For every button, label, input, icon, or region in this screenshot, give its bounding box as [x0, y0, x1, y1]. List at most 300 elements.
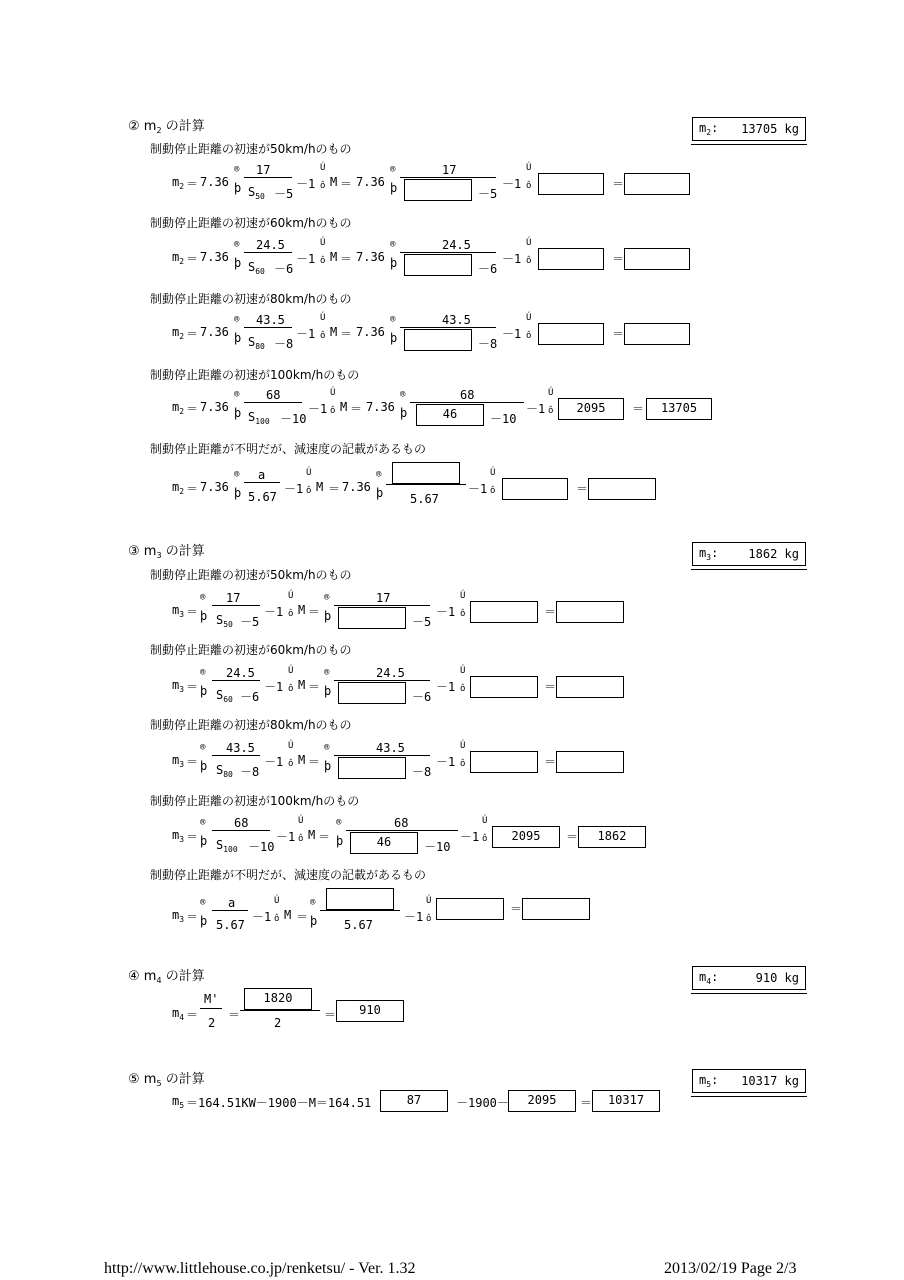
equation-lhs — [172, 753, 184, 769]
equals-sign: ＝ — [544, 680, 557, 694]
equation-lhs — [172, 678, 184, 694]
open-bracket-bottom: þ — [200, 684, 208, 698]
formula-middle: －1900－ — [456, 1096, 509, 1110]
close-bracket-top: Ú — [306, 468, 312, 478]
coefficient: 7.36 — [366, 400, 395, 414]
open-bracket-top: ® — [390, 315, 396, 325]
result-box[interactable] — [624, 173, 690, 195]
close-bracket-bottom: ô — [288, 684, 294, 694]
minus-one: －1 — [284, 482, 304, 496]
lhs-subscript: 4 — [179, 1013, 185, 1022]
close-bracket-top: Ú — [548, 388, 554, 398]
summary-value-group — [756, 971, 799, 985]
minus-one: －1 — [526, 402, 546, 416]
input-box[interactable] — [404, 329, 472, 351]
caption-m2-4: 制動停止距離が不明だが、減速度の記載があるもの — [150, 442, 427, 456]
m-value-box[interactable] — [470, 601, 538, 623]
m-symbol: M — [330, 325, 338, 339]
equals-sign: ＝ — [308, 605, 321, 619]
result-box[interactable] — [556, 676, 624, 698]
kw-input-box[interactable]: 87 — [380, 1090, 448, 1112]
close-bracket-bottom: ô — [460, 759, 466, 769]
close-bracket-top: Ú — [460, 591, 466, 601]
fraction-bar — [212, 605, 260, 606]
summary-unit: kg — [784, 971, 799, 985]
open-bracket-top: ® — [390, 165, 396, 175]
equals-sign: ＝ — [186, 830, 199, 844]
summary-double-underline — [691, 1096, 807, 1097]
lhs-subscript: 2 — [179, 487, 185, 496]
section-heading-m3 — [128, 540, 205, 560]
heading-number: ⑤ — [128, 1072, 140, 1087]
s-symbol: S — [248, 335, 256, 349]
result-box[interactable] — [556, 751, 624, 773]
close-bracket-bottom: ô — [460, 684, 466, 694]
fraction-bar — [386, 484, 466, 485]
lhs-symbol: m — [172, 603, 180, 617]
close-bracket-bottom: ô — [526, 331, 532, 341]
lhs-symbol: m — [172, 1094, 180, 1108]
s-symbol: S — [248, 410, 256, 424]
section-heading-m5 — [128, 1068, 205, 1088]
equals-sign: ＝ — [186, 252, 199, 266]
equals-sign: ＝ — [340, 327, 353, 341]
lhs-subscript: 2 — [179, 257, 185, 266]
equals-sign: ＝ — [186, 327, 199, 341]
equals-sign: ＝ — [580, 1096, 593, 1110]
result-box[interactable]: 1862 — [578, 826, 646, 848]
fraction-bar — [212, 755, 260, 756]
denominator-minus: －6 — [478, 262, 498, 276]
m-value-box[interactable] — [502, 478, 568, 500]
input-box[interactable] — [338, 757, 406, 779]
close-bracket-top: Ú — [274, 896, 280, 906]
fraction-bar — [244, 177, 292, 178]
m-symbol: M — [298, 753, 306, 767]
summary-double-underline — [691, 569, 807, 570]
numerator: 68 — [266, 388, 281, 402]
heading-subscript: 5 — [156, 1079, 162, 1088]
denominator-minus: －6 — [412, 690, 432, 704]
numerator: 24.5 — [256, 238, 285, 252]
numerator: 68 — [460, 388, 475, 402]
summary-value: 910 — [755, 971, 778, 985]
heading-symbol: m — [143, 119, 157, 134]
fraction-bar — [212, 830, 270, 831]
summary-subscript: 5 — [706, 1080, 712, 1089]
denominator-minus: －5 — [274, 187, 294, 201]
equals-sign: ＝ — [566, 830, 579, 844]
open-bracket-bottom: þ — [324, 759, 332, 773]
heading-number: ② — [128, 119, 140, 134]
open-bracket-top: ® — [376, 470, 382, 480]
close-bracket-bottom: ô — [490, 486, 496, 496]
input-box[interactable]: 1820 — [244, 988, 312, 1010]
m-value-box[interactable] — [538, 173, 604, 195]
open-bracket-top: ® — [200, 743, 206, 753]
s-symbol: S — [216, 763, 224, 777]
minus-one: －1 — [296, 252, 316, 266]
equals-sign: ＝ — [612, 177, 625, 191]
close-bracket-bottom: ô — [288, 759, 294, 769]
open-bracket-bottom: þ — [376, 486, 384, 500]
open-bracket-top: ® — [400, 390, 406, 400]
result-box[interactable] — [556, 601, 624, 623]
minus-one: －1 — [264, 605, 284, 619]
fraction-bar — [244, 252, 292, 253]
close-bracket-bottom: ô — [320, 181, 326, 191]
coefficient: 7.36 — [200, 175, 229, 189]
summary-symbol: m — [699, 121, 707, 135]
fraction-bar — [334, 605, 430, 606]
close-bracket-top: Ú — [288, 591, 294, 601]
minus-one: －1 — [276, 830, 296, 844]
summary-subscript: 3 — [706, 553, 712, 562]
minus-one: －1 — [252, 910, 272, 924]
close-bracket-top: Ú — [288, 741, 294, 751]
open-bracket-bottom: þ — [324, 684, 332, 698]
open-bracket-bottom: þ — [234, 331, 242, 345]
coefficient: 7.36 — [200, 250, 229, 264]
m-symbol: M — [284, 908, 292, 922]
s-subscript: 80 — [255, 342, 265, 351]
close-bracket-top: Ú — [298, 816, 304, 826]
heading-text: の計算 — [161, 119, 205, 134]
section-heading-m4 — [128, 965, 205, 985]
denominator-s — [216, 838, 238, 854]
summary-value-group — [741, 122, 799, 136]
numerator: 43.5 — [226, 741, 255, 755]
s-subscript: 50 — [255, 192, 265, 201]
m-symbol: M — [298, 678, 306, 692]
heading-symbol: m — [143, 1072, 157, 1087]
open-bracket-bottom: þ — [390, 256, 398, 270]
heading-text: の計算 — [161, 1072, 205, 1087]
fraction-bar — [244, 327, 292, 328]
lhs-symbol: m — [172, 480, 180, 494]
close-bracket-top: Ú — [526, 313, 532, 323]
denominator-minus: －10 — [424, 840, 451, 854]
summary-symbol: m — [699, 1073, 707, 1087]
close-bracket-bottom: ô — [548, 406, 554, 416]
summary-subscript: 2 — [706, 128, 712, 137]
input-box[interactable]: 46 — [416, 404, 484, 426]
equals-sign: ＝ — [296, 910, 309, 924]
open-bracket-bottom: þ — [200, 609, 208, 623]
close-bracket-top: Ú — [460, 666, 466, 676]
close-bracket-bottom: ô — [526, 256, 532, 266]
open-bracket-bottom: þ — [390, 331, 398, 345]
numerator: 17 — [226, 591, 241, 605]
open-bracket-bottom: þ — [200, 834, 208, 848]
input-box[interactable] — [404, 179, 472, 201]
result-box[interactable]: 13705 — [646, 398, 712, 420]
result-box[interactable] — [522, 898, 590, 920]
summary-unit: kg — [784, 122, 799, 136]
equals-sign: ＝ — [186, 1008, 199, 1022]
m-value-box[interactable] — [538, 323, 604, 345]
denominator-minus: －8 — [240, 765, 260, 779]
heading-subscript: 4 — [156, 976, 162, 985]
denominator-s — [248, 185, 265, 201]
lhs-symbol: m — [172, 678, 180, 692]
result-box[interactable] — [588, 478, 656, 500]
caption-m3-4: 制動停止距離が不明だが、減速度の記載があるもの — [150, 868, 427, 882]
coefficient: 7.36 — [200, 400, 229, 414]
equals-sign: ＝ — [612, 252, 625, 266]
lhs-subscript: 5 — [179, 1101, 185, 1110]
fraction-bar — [212, 910, 248, 911]
denominator-minus: －8 — [412, 765, 432, 779]
lhs-symbol: m — [172, 325, 180, 339]
lhs-symbol: m — [172, 908, 180, 922]
open-bracket-top: ® — [200, 593, 206, 603]
denominator-s — [216, 613, 233, 629]
input-box[interactable] — [392, 462, 460, 484]
open-bracket-bottom: þ — [310, 914, 318, 928]
minus-one: －1 — [502, 252, 522, 266]
open-bracket-top: ® — [200, 668, 206, 678]
close-bracket-top: Ú — [320, 313, 326, 323]
open-bracket-top: ® — [234, 315, 240, 325]
result-box[interactable]: 910 — [336, 1000, 404, 1022]
numerator: 17 — [256, 163, 271, 177]
close-bracket-top: Ú — [526, 238, 532, 248]
caption-m3-2: 制動停止距離の初速が80km/hのもの — [150, 718, 352, 732]
s-subscript: 80 — [223, 770, 233, 779]
summary-symbol: m — [699, 546, 707, 560]
summary-label — [699, 1073, 718, 1089]
fraction-bar — [240, 1010, 320, 1011]
denominator-s — [216, 688, 233, 704]
summary-label — [699, 970, 718, 986]
numerator: 24.5 — [442, 238, 471, 252]
lhs-symbol: m — [172, 250, 180, 264]
lhs-symbol: m — [172, 1006, 180, 1020]
s-symbol: S — [216, 688, 224, 702]
equals-sign: ＝ — [308, 680, 321, 694]
heading-number: ④ — [128, 969, 140, 984]
minus-one: －1 — [502, 327, 522, 341]
formula-text: ＝164.51KW－1900－M＝164.51 — [186, 1096, 372, 1110]
caption-m2-1: 制動停止距離の初速が60km/hのもの — [150, 216, 352, 230]
close-bracket-bottom: ô — [460, 609, 466, 619]
denominator-minus: －8 — [274, 337, 294, 351]
minus-one: －1 — [296, 177, 316, 191]
equals-sign: ＝ — [340, 177, 353, 191]
coefficient: 7.36 — [356, 175, 385, 189]
fraction-bar — [200, 1008, 222, 1009]
equals-sign: ＝ — [186, 402, 199, 416]
open-bracket-top: ® — [234, 470, 240, 480]
minus-one: －1 — [436, 680, 456, 694]
lhs-subscript: 3 — [179, 760, 185, 769]
s-subscript: 60 — [223, 695, 233, 704]
s-subscript: 50 — [223, 620, 233, 629]
minus-one: －1 — [468, 482, 488, 496]
coefficient: 7.36 — [200, 325, 229, 339]
m-value-box[interactable]: 2095 — [492, 826, 560, 848]
lhs-subscript: 3 — [179, 915, 185, 924]
result-box[interactable]: 10317 — [592, 1090, 660, 1112]
open-bracket-bottom: þ — [234, 486, 242, 500]
numerator: 43.5 — [442, 313, 471, 327]
equation-lhs — [172, 480, 184, 496]
s-symbol: S — [216, 613, 224, 627]
denominator-minus: －5 — [240, 615, 260, 629]
minus-one: －1 — [264, 680, 284, 694]
denominator: 5.67 — [344, 918, 373, 932]
equals-sign: ＝ — [186, 605, 199, 619]
equals-sign: ＝ — [308, 755, 321, 769]
heading-symbol: m — [143, 544, 157, 559]
equation-lhs — [172, 175, 184, 191]
summary-colon: : — [711, 970, 719, 984]
denominator: 2 — [208, 1016, 216, 1030]
close-bracket-bottom: ô — [320, 256, 326, 266]
summary-double-underline — [691, 993, 807, 994]
numerator: 68 — [394, 816, 409, 830]
heading-text: の計算 — [161, 544, 205, 559]
open-bracket-bottom: þ — [200, 914, 208, 928]
caption-m2-2: 制動停止距離の初速が80km/hのもの — [150, 292, 352, 306]
summary-unit: kg — [784, 547, 799, 561]
m-symbol: M — [298, 603, 306, 617]
denominator: 5.67 — [216, 918, 245, 932]
equation-lhs — [172, 250, 184, 266]
m-value-box[interactable] — [470, 751, 538, 773]
caption-m3-0: 制動停止距離の初速が50km/hのもの — [150, 568, 352, 582]
result-box[interactable] — [624, 323, 690, 345]
denominator-minus: －10 — [490, 412, 517, 426]
numerator: 17 — [442, 163, 457, 177]
m-value-box[interactable]: 2095 — [558, 398, 624, 420]
open-bracket-bottom: þ — [390, 181, 398, 195]
m-value-box[interactable] — [436, 898, 504, 920]
equals-sign: ＝ — [318, 830, 331, 844]
fraction-bar — [400, 327, 496, 328]
numerator: a — [228, 896, 236, 910]
summary-label — [699, 546, 718, 562]
m-symbol: M — [330, 175, 338, 189]
close-bracket-bottom: ô — [330, 406, 336, 416]
equals-sign: ＝ — [340, 252, 353, 266]
fraction-bar — [400, 177, 496, 178]
denominator-minus: －5 — [412, 615, 432, 629]
open-bracket-top: ® — [200, 818, 206, 828]
minus-one: －1 — [460, 830, 480, 844]
caption-m3-1: 制動停止距離の初速が60km/hのもの — [150, 643, 352, 657]
fraction-bar — [320, 910, 400, 911]
input-box[interactable] — [326, 888, 394, 910]
close-bracket-top: Ú — [320, 238, 326, 248]
equals-sign: ＝ — [510, 902, 523, 916]
fraction-bar — [410, 402, 524, 403]
m-value-box[interactable]: 2095 — [508, 1090, 576, 1112]
close-bracket-top: Ú — [490, 468, 496, 478]
denominator-minus: －6 — [240, 690, 260, 704]
input-box[interactable] — [338, 607, 406, 629]
m-symbol: M — [308, 828, 316, 842]
open-bracket-top: ® — [324, 593, 330, 603]
footer-url: http://www.littlehouse.co.jp/renketsu/ - Ver. 1.32 — [104, 1260, 416, 1277]
lhs-symbol: m — [172, 400, 180, 414]
open-bracket-top: ® — [390, 240, 396, 250]
equals-sign: ＝ — [632, 402, 645, 416]
coefficient: 7.36 — [356, 325, 385, 339]
input-box[interactable] — [338, 682, 406, 704]
lhs-subscript: 2 — [179, 407, 185, 416]
summary-double-underline — [691, 144, 807, 145]
summary-colon: : — [711, 1073, 719, 1087]
m-value-box[interactable] — [538, 248, 604, 270]
close-bracket-top: Ú — [330, 388, 336, 398]
minus-one: －1 — [436, 605, 456, 619]
heading-number: ③ — [128, 544, 140, 559]
summary-label — [699, 121, 718, 137]
summary-value-group — [748, 547, 799, 561]
numerator: M' — [204, 992, 219, 1006]
open-bracket-top: ® — [200, 898, 206, 908]
input-box[interactable]: 46 — [350, 832, 418, 854]
numerator: 68 — [234, 816, 249, 830]
equals-sign: ＝ — [544, 605, 557, 619]
minus-one: －1 — [308, 402, 328, 416]
denominator-minus: －8 — [478, 337, 498, 351]
numerator: 43.5 — [376, 741, 405, 755]
lhs-subscript: 3 — [179, 685, 185, 694]
lhs-symbol: m — [172, 175, 180, 189]
close-bracket-top: Ú — [482, 816, 488, 826]
close-bracket-bottom: ô — [426, 914, 432, 924]
fraction-bar — [346, 830, 458, 831]
denominator-minus: －10 — [280, 412, 307, 426]
summary-box-m4 — [692, 966, 806, 990]
close-bracket-top: Ú — [426, 896, 432, 906]
open-bracket-top: ® — [234, 390, 240, 400]
equals-sign: ＝ — [186, 177, 199, 191]
equation-lhs — [172, 828, 184, 844]
section-heading-m2 — [128, 115, 205, 135]
s-subscript: 60 — [255, 267, 265, 276]
summary-subscript: 4 — [706, 977, 712, 986]
denominator-s — [216, 763, 233, 779]
close-bracket-bottom: ô — [298, 834, 304, 844]
equals-sign: ＝ — [186, 755, 199, 769]
fraction-bar — [244, 482, 280, 483]
equals-sign: ＝ — [350, 402, 363, 416]
summary-box-m3 — [692, 542, 806, 566]
numerator: 17 — [376, 591, 391, 605]
result-box[interactable] — [624, 248, 690, 270]
s-subscript: 100 — [223, 845, 238, 854]
denominator-minus: －6 — [274, 262, 294, 276]
summary-symbol: m — [699, 970, 707, 984]
equation-lhs — [172, 908, 184, 924]
open-bracket-top: ® — [324, 743, 330, 753]
equals-sign: ＝ — [612, 327, 625, 341]
denominator-s — [248, 410, 270, 426]
close-bracket-top: Ú — [460, 741, 466, 751]
summary-colon: : — [711, 121, 719, 135]
m-value-box[interactable] — [470, 676, 538, 698]
numerator: 43.5 — [256, 313, 285, 327]
coefficient: 7.36 — [200, 480, 229, 494]
lhs-subscript: 3 — [179, 610, 185, 619]
input-box[interactable] — [404, 254, 472, 276]
heading-subscript: 2 — [156, 126, 162, 135]
lhs-symbol: m — [172, 753, 180, 767]
